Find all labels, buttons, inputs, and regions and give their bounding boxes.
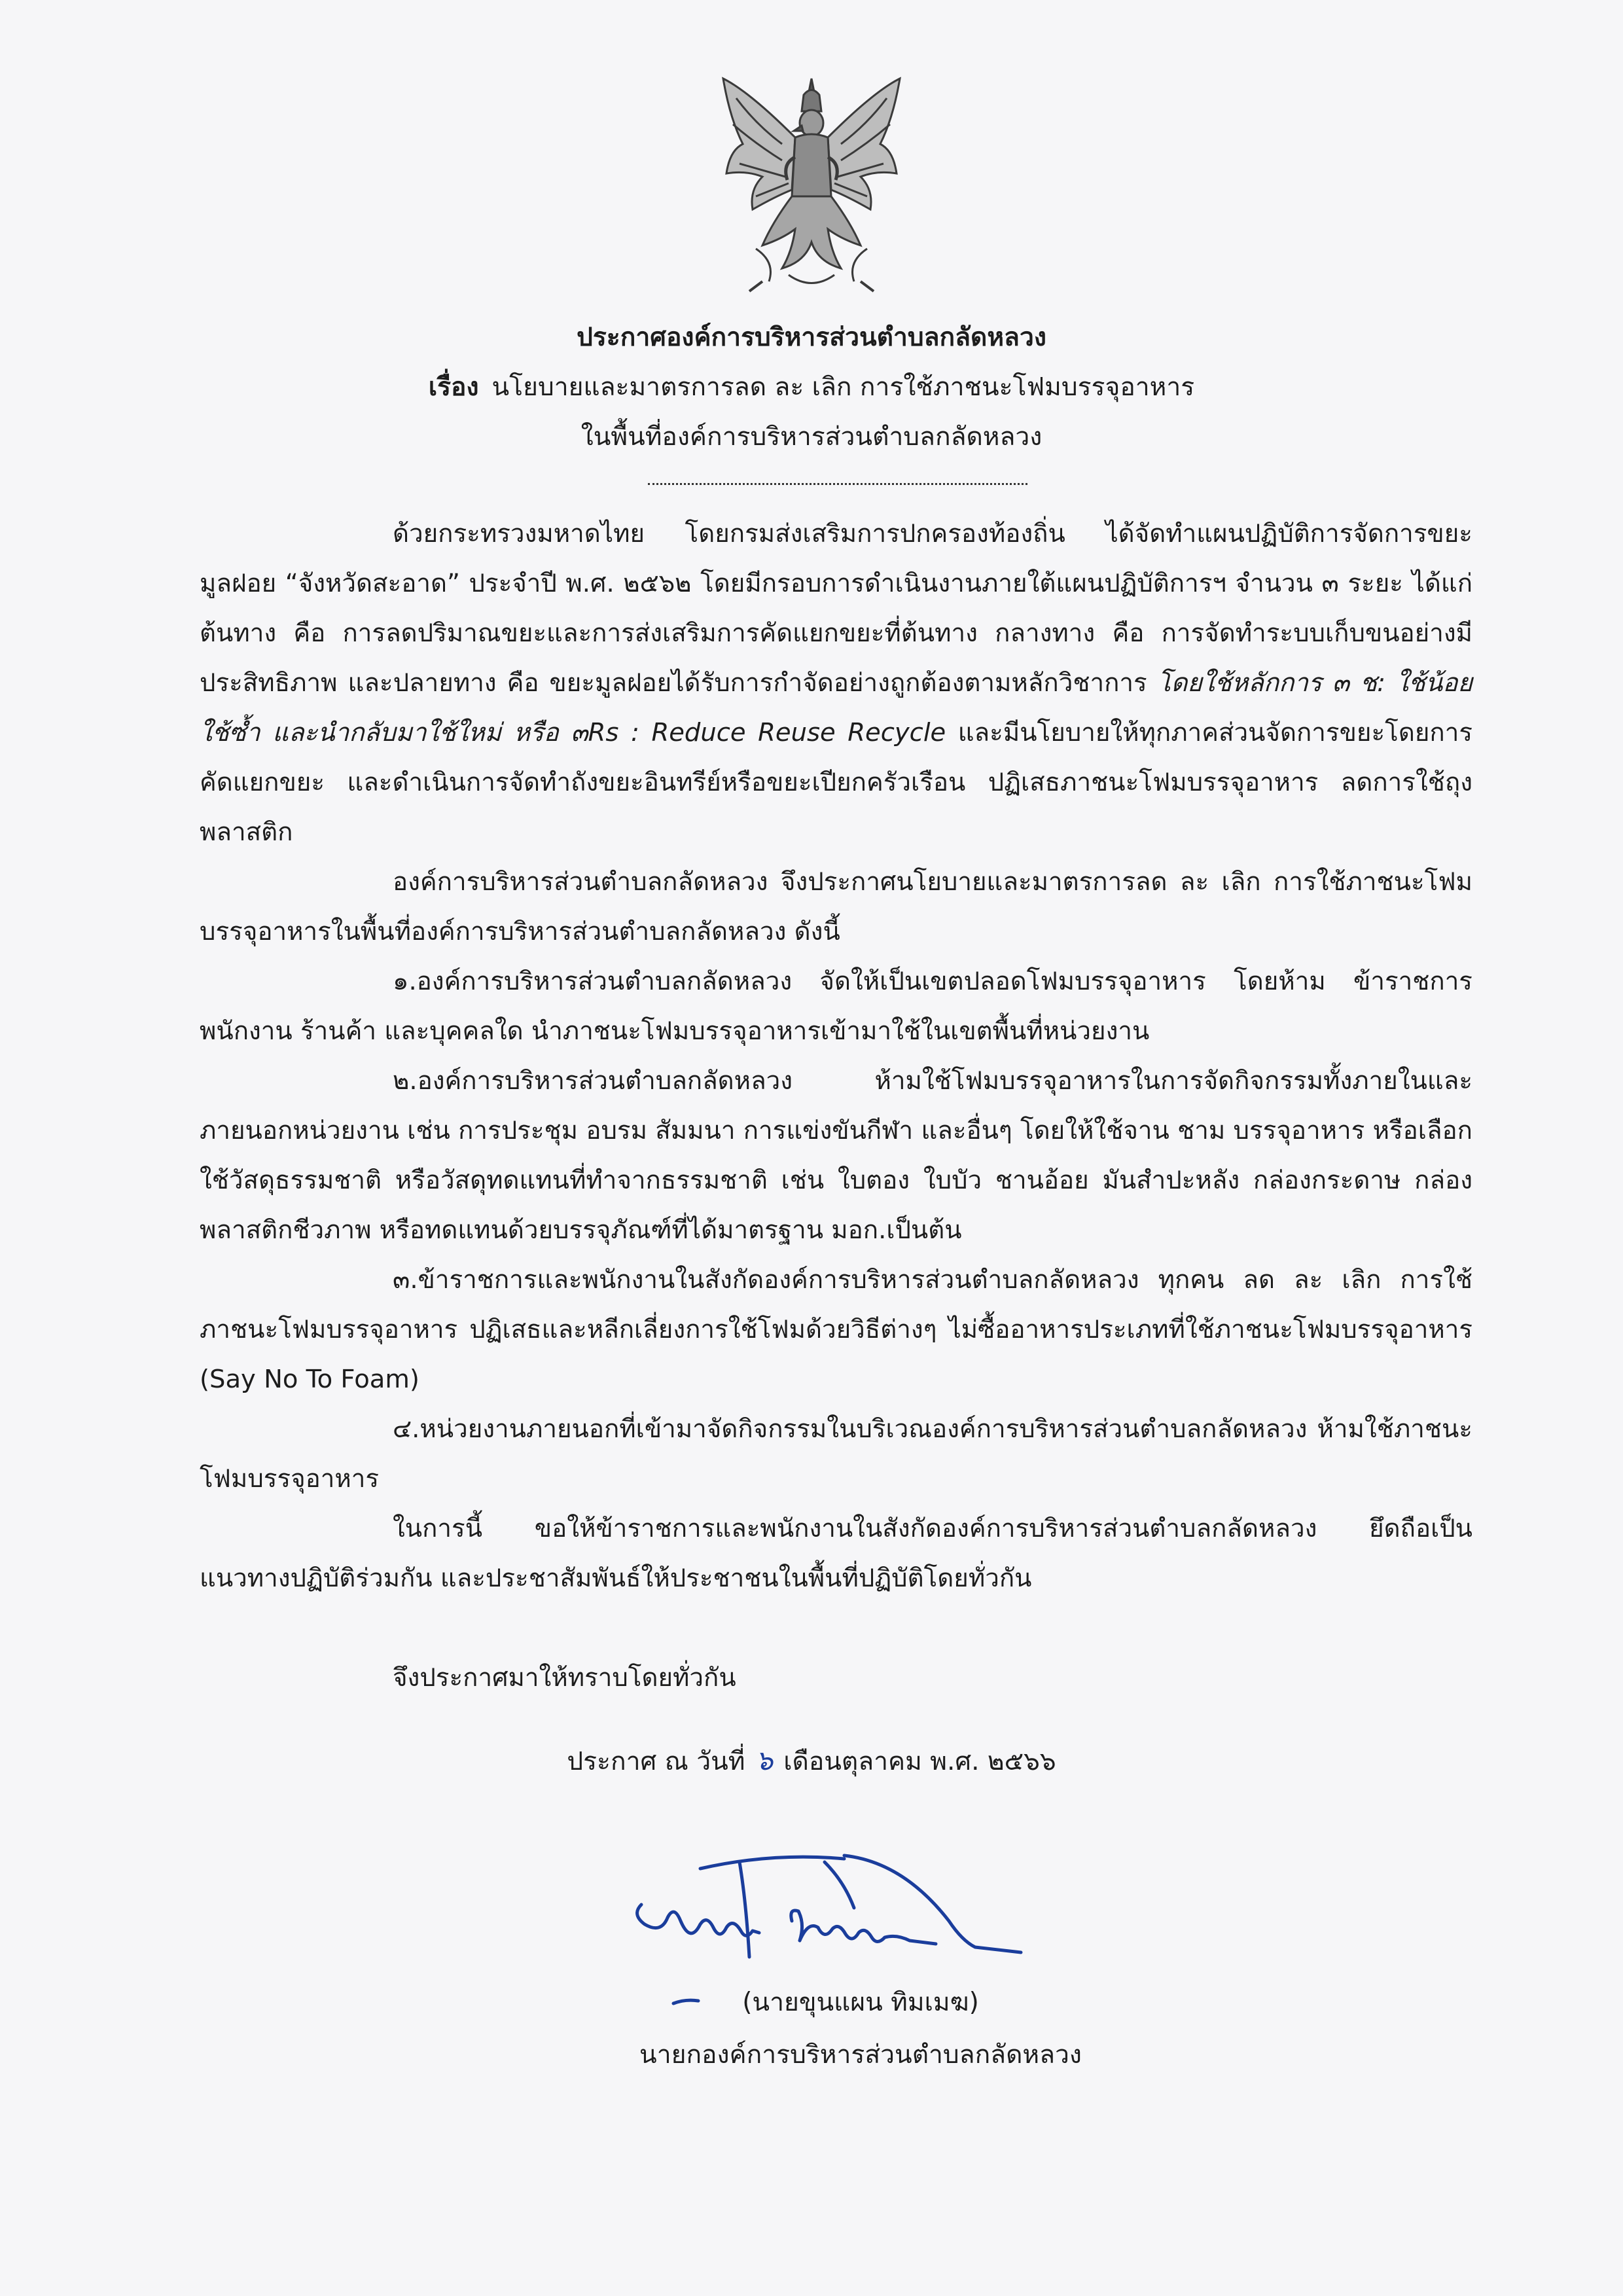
measure-item-3: ๓.ข้าราชการและพนักงานในสังกัดองค์การบริหารส่วนตำบลกลัดหลวง ทุกคน ลด ละ เลิก การใช้ภาชนะโฟมบรรจุอาหาร ปฏิเสธและหลีกเลี่ยงการใช้โฟมด้วยวิธีต่างๆ ไม่ซื้ออาหารประเภทที่ใช้ภาชนะโฟมบรรจุอาหาร (Say No To Foam): [200, 1265, 1472, 1394]
measure-item-4: ๔.หน่วยงานภายนอกที่เข้ามาจัดกิจกรรมในบริเวณองค์การบริหารส่วนตำบลกลัดหลวง ห้ามใช้ภาชนะโฟมบรรจุอาหาร: [200, 1414, 1472, 1494]
date-suffix: เดือนตุลาคม พ.ศ. ๒๕๖๖: [783, 1747, 1056, 1776]
intro-principle: โดยใช้หลักการ ๓ ช: ใช้น้อย ใช้ซ้ำ และนำกลับมาใช้ใหม่ หรือ ๓Rs : Reduce Reuse Recycle: [200, 668, 1472, 747]
document-body: [200, 509, 1472, 1703]
subject-text: นโยบายและมาตรการลด ละ เลิก การใช้ภาชนะโฟมบรรจุอาหาร: [491, 372, 1195, 402]
announcement-date: [0, 1741, 1623, 1782]
paragraph-request: ในการนี้ ขอให้ข้าราชการและพนักงานในสังกัดองค์การบริหารส่วนตำบลกลัดหลวง ยึดถือเป็นแนวทางปฏิบัติร่วมกัน และประชาสัมพันธ์ให้ประชาชนในพื้นที่ปฏิบัติโดยทั่วกัน: [200, 1514, 1472, 1593]
document-title: ประกาศองค์การบริหารส่วนตำบลกลัดหลวง: [577, 323, 1046, 352]
date-day-handwritten: ๖: [755, 1744, 774, 1776]
signer-name: (นายขุนแผน ทิมเมฆ): [742, 1988, 979, 2017]
closing-line: จึงประกาศมาให้ทราบโดยทั่วกัน: [393, 1663, 736, 1693]
measure-item-1: ๑.องค์การบริหารส่วนตำบลกลัดหลวง จัดให้เป็นเขตปลอดโฟมบรรจุอาหาร โดยห้าม ข้าราชการ พนักงาน ร้านค้า และบุคคลใด นำภาชนะโฟมบรรจุอาหารเข้ามาใช้ในเขตพื้นที่หน่วยงาน: [200, 967, 1472, 1046]
subject-line: [0, 370, 1623, 404]
garuda-emblem-icon: [710, 65, 913, 301]
handwritten-signature: [628, 1842, 1027, 1990]
subject-label: เรื่อง: [428, 372, 479, 402]
subject-text-continued: ในพื้นที่องค์การบริหารส่วนตำบลกลัดหลวง: [580, 422, 1043, 452]
intro-text: ด้วยกระทรวงมหาดไทย โดยกรมส่งเสริมการปกครองท้องถิ่น ได้จัดทำแผนปฏิบัติการจัดการขยะมูลฝอย “จังหวัดสะอาด” ประจำปี พ.ศ. ๒๕๖๒ โดยมีกรอบการดำเนินงานภายใต้แผนปฏิบัติการฯ จำนวน ๓ ระยะ ได้แก่ ต้นทาง คือ การลดปริมาณขยะและการส่งเสริมการคัดแยกขยะที่ต้นทาง กลางทาง คือ การจัดทำระบบเก็บขนอย่างมีประสิทธิภาพ และปลายทาง คือ ขยะมูลฝอยได้รับการกำจัดอย่างถูกต้องตามหลักวิชาการ: [200, 519, 1472, 698]
dotted-separator: [648, 483, 1027, 485]
date-prefix: ประกาศ ณ วันที่: [567, 1747, 745, 1776]
intro-text-end: และมีนโยบายให้ทุกภาคส่วนจัดการขยะโดยการคัดแยกขยะ และดำเนินการจัดทำถังขยะอินทรีย์หรือขยะเปียกครัวเรือน ปฏิเสธภาชนะโฟมบรรจุอาหาร ลดการใช้ถุงพลาสติก: [200, 718, 1472, 847]
measure-item-2: ๒.องค์การบริหารส่วนตำบลกลัดหลวง ห้ามใช้โฟมบรรจุอาหารในการจัดกิจกรรมทั้งภายในและภายนอกหน่วยงาน เช่น การประชุม อบรม สัมมนา การแข่งขันกีฬา และอื่นๆ โดยให้ใช้จาน ชาม บรรจุอาหาร หรือเลือกใช้วัสดุธรรมชาติ หรือวัสดุทดแทนที่ทำจากธรรมชาติ เช่น ใบตอง ใบบัว ชานอ้อย มันสำปะหลัง กล่องกระดาษ กล่องพลาสติกชีวภาพ หรือทดแทนด้วยบรรจุภัณฑ์ที่ได้มาตรฐาน มอก.เป็นต้น: [200, 1066, 1472, 1245]
paragraph-announcement: องค์การบริหารส่วนตำบลกลัดหลวง จึงประกาศนโยบายและมาตรการลด ละ เลิก การใช้ภาชนะโฟมบรรจุอาหารในพื้นที่องค์การบริหารส่วนตำบลกลัดหลวง ดังนี้: [200, 867, 1472, 946]
signer-title: นายกองค์การบริหารส่วนตำบลกลัดหลวง: [639, 2040, 1082, 2070]
paragraph-intro: [200, 509, 1472, 857]
